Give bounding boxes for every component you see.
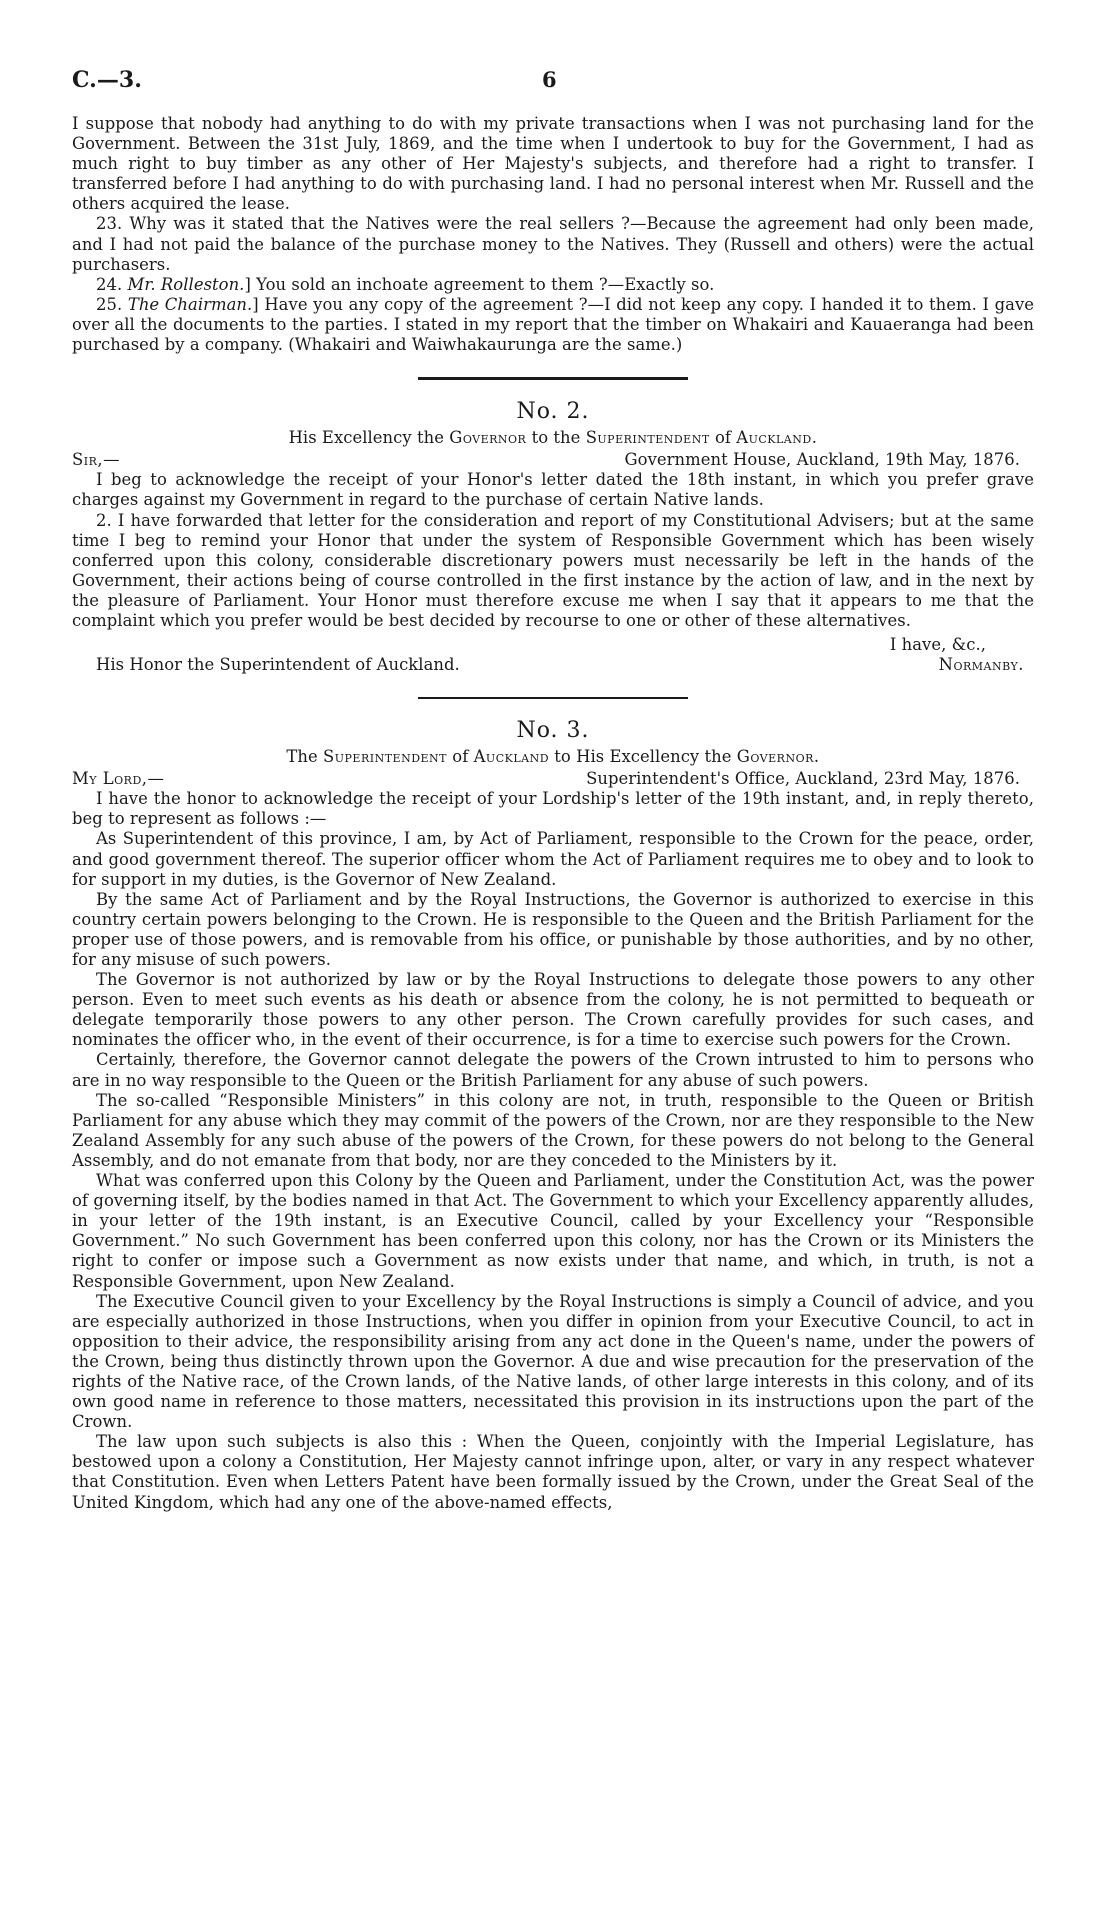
letter-paragraph: By the same Act of Parliament and by the Royal Instructions, the Governor is authorized to exercise in this country certain powers belonging to the Crown. He is responsible to the Queen and the British Parliament for the proper use of those powers, and is removable from his office, or punishable by those authorities, and by no other, for any misuse of such powers. [72, 889, 1034, 969]
subtitle-text: Auckland [473, 747, 550, 767]
page-header [72, 67, 1034, 114]
letter-paragraph: Certainly, therefore, the Governor cannot delegate the powers of the Crown intrusted to him to persons who are in no way responsible to the Queen or the British Parliament for any abuse of such powers. [72, 1050, 1034, 1090]
salutation-row [72, 769, 1034, 789]
speaker-name: Mr. Rolleston. [127, 274, 245, 294]
subtitle-text: Superintendent [323, 747, 448, 767]
question-text: ] You sold an inchoate agreement to them ?—Exactly so. [244, 274, 715, 294]
subtitle-text: Governor. [736, 747, 820, 767]
signature: Normanby. [938, 655, 1024, 675]
subtitle-text: of [714, 428, 731, 448]
question-24 [72, 275, 1034, 295]
letter-number-title: No. 2. [516, 399, 590, 425]
subtitle-text: of [452, 747, 469, 767]
addressee: His Honor the Superintendent of Auckland. [96, 655, 460, 675]
letter-paragraph: The so-called “Responsible Ministers” in this colony are not, in truth, responsible to the Queen or British Parliament for any abuse which they may commit of the powers of the Crown, nor are they responsible to the New Zealand Assembly for any such abuse of the powers of the Crown, for these powers do not belong to the General Assembly, and do not emanate from that body, nor are they conceded to the Ministers by it. [72, 1090, 1034, 1170]
letter-paragraph: I have the honor to acknowledge the receipt of your Lordship's letter of the 19th instant, and, in reply thereto, beg to represent as follows :— [72, 789, 1034, 829]
letter-paragraph: The Executive Council given to your Excellency by the Royal Instructions is simply a Council of advice, and you are especially authorized in those Instructions, when you differ in opinion from your Executive Council, to act in opposition to their advice, the responsibility arising from any act done in the Queen's name, under the powers of the Crown, being thus distinctly thrown upon the Governor. A due and wise precaution for the preservation of the rights of the Native race, of the Crown lands, of the Native lands, of other large interests in this colony, and of its own good name in reference to those matters, necessitated this provision in its instructions upon the part of the Crown. [72, 1291, 1034, 1432]
signature-block [72, 635, 1034, 675]
question-25 [72, 295, 1034, 355]
subtitle-text: The [286, 747, 318, 767]
question-number: 25. [96, 294, 123, 314]
letter-paragraph: 2. I have forwarded that letter for the consideration and report of my Constitutional Advisers; but at the same time I beg to remind your Honor that under the system of Responsible Government which has been wisely conferred upon this colony, considerable discretionary powers must necessarily be left in the hands of the Government, their actions being of course controlled in the first instance by the action of law, and in the next by the pleasure of Parliament. Your Honor must therefore excuse me when I say that it appears to me that the complaint which you prefer would be best decided by recourse to one or other of these alternatives. [72, 510, 1034, 630]
evidence-paragraph: I suppose that nobody had anything to do with my private transactions when I was not purchasing land for the Government. Between the 31st July, 1869, and the time when I undertook to buy for the Government, I had as much right to buy timber as any other of Her Majesty's subjects, and therefore had a right to transfer. I transferred before I had anything to do with purchasing land. I had no personal interest when Mr. Russell and the others acquired the lease. [72, 114, 1034, 214]
subtitle-text: Governor [449, 428, 527, 448]
salutation-row [72, 450, 1034, 470]
section-divider [418, 697, 688, 699]
letter-no-3 [72, 718, 1034, 1513]
question-text: ] Have you any copy of the agreement ?—I did not keep any copy. I handed it to them. I gave over all the documents to the parties. I stated in my report that the timber on Whakairi and Kauaeranga had been purchased by a company. (Whakairi and Waiwhakaurunga are the same.) [72, 294, 1035, 355]
letter-paragraph: The law upon such subjects is also this : When the Queen, conjointly with the Imperial Legislature, has bestowed upon a colony a Constitution, Her Majesty cannot infringe upon, alter, or vary in any respect whatever that Constitution. Even when Letters Patent have been formally issued by the Crown, under the Great Seal of the United Kingdom, which had any one of the above-named effects, [72, 1432, 1034, 1512]
subtitle-text: Superintendent [585, 428, 710, 448]
subtitle-text: to the [531, 428, 581, 448]
subtitle-text: Auckland. [736, 428, 818, 448]
place-date: Government House, Auckland, 19th May, 1876. [624, 450, 1020, 470]
letter-paragraph: As Superintendent of this province, I am, by Act of Parliament, responsible to the Crown for the peace, order, and good government thereof. The superior officer whom the Act of Parliament requires me to obey and to look to for support in my duties, is the Governor of New Zealand. [72, 829, 1034, 889]
salutation: My Lord,— [72, 769, 165, 789]
subtitle-text: to His Excellency the [554, 747, 732, 767]
document-code: C.—3. [72, 67, 142, 93]
place-date: Superintendent's Office, Auckland, 23rd May, 1876. [586, 769, 1020, 789]
letter-number-title: No. 3. [516, 718, 590, 744]
letter-paragraph: The Governor is not authorized by law or by the Royal Instructions to delegate those powers to any other person. Even to meet such events as his death or absence from the colony, he is not permitted to bequeath or delegate temporarily those powers to any other person. The Crown carefully provides for such cases, and nominates the officer who, in the event of their occurrence, is for a time to exercise such powers for the Crown. [72, 970, 1034, 1050]
letter-subtitle [72, 747, 1034, 767]
letter-paragraph: What was conferred upon this Colony by the Queen and Parliament, under the Constitution Act, was the power of governing itself, by the bodies named in that Act. The Government to which your Excellency apparently alludes, in your letter of the 19th instant, is an Executive Council, called by your Excellency your “Responsible Government.” No such Government has been conferred upon this colony, nor has the Crown or its Ministers the right to confer or impose such a Government as now exists under that name, and which, in truth, is not a Responsible Government, upon New Zealand. [72, 1171, 1034, 1291]
letter-no-2 [72, 399, 1034, 675]
section-divider [418, 377, 688, 380]
subtitle-text: His Excellency the [288, 428, 444, 448]
letter-paragraph: I beg to acknowledge the receipt of your Honor's letter dated the 18th instant, in which you prefer grave charges against my Government in regard to the purchase of certain Native lands. [72, 470, 1034, 510]
letter-subtitle [72, 428, 1034, 448]
closing: I have, &c., [889, 635, 986, 655]
page-number: 6 [542, 67, 557, 92]
salutation: Sir,— [72, 450, 120, 470]
question-number: 24. [96, 274, 123, 294]
evidence-continuation [72, 114, 1034, 355]
question-23: 23. Why was it stated that the Natives were the real sellers ?—Because the agreement had only been made, and I had not paid the balance of the purchase money to the Natives. They (Russell and others) were the actual purchasers. [72, 214, 1034, 274]
speaker-name: The Chairman. [127, 294, 253, 314]
